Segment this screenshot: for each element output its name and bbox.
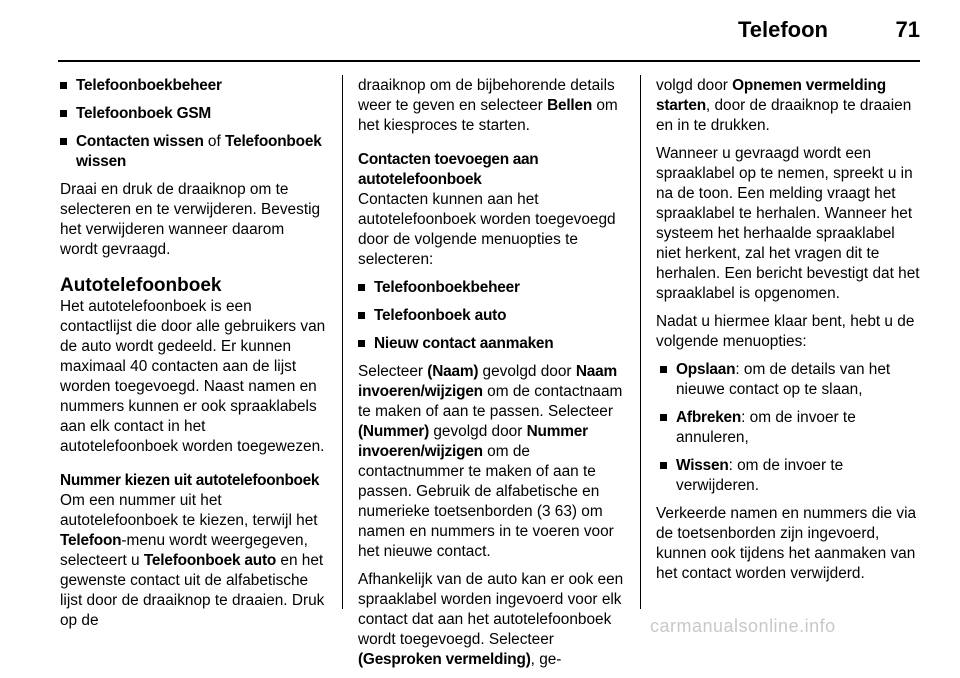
list-item: Afbreken: om de invoer te annuleren, (660, 408, 922, 448)
bullet-icon (60, 82, 67, 89)
bullet-icon (358, 340, 365, 347)
paragraph: Afhankelijk van de auto kan er ook een spraaklabel worden ingevoerd voor elk contact dat aan het autotelefoonboek wordt toegevoegd. Selecteer (Gesproken vermelding), ge- (358, 571, 624, 668)
bullet-icon (60, 110, 67, 117)
column-divider-1 (342, 75, 343, 609)
paragraph: Draai en druk de draaiknop om te selecteren en te verwijderen. Bevestig het verwijderen wanneer daarom wordt gevraagd. (60, 181, 321, 258)
paragraph: Contacten kunnen aan het autotelefoonboek worden toegevoegd door de volgende menuopties te selecteren: (358, 191, 616, 268)
menu-option: Telefoonboek GSM (76, 105, 212, 122)
menu-option: Contacten wissen (76, 133, 204, 150)
page-number: 71 (895, 17, 920, 42)
list-item: Opslaan: om de details van het nieuwe contact op te slaan, (660, 360, 922, 400)
list-item (358, 278, 624, 298)
menu-option: Telefoonboekbeheer (374, 279, 520, 296)
paragraph: draaiknop om de bijbehorende details weer te geven en selecteer Bellen om het kiesproces te starten. (358, 77, 618, 134)
page-header (0, 0, 960, 60)
column-1 (60, 76, 326, 639)
subheading: Nummer kiezen uit autotelefoonboek (60, 472, 320, 489)
bullet-icon (660, 414, 667, 421)
menu-option: Telefoonboek auto (374, 307, 507, 324)
paragraph: Nadat u hiermee klaar bent, hebt u de volgende menuopties: (656, 313, 915, 350)
paragraph: Om een nummer uit het autotelefoonboek te kiezen, terwijl het Telefoon-menu wordt weergegeven, selecteert u Telefoonboek auto en het gewenste contact uit de alfabetische lijst door de draaiknop te draaien. Druk op de (60, 492, 325, 629)
list-item (60, 132, 326, 172)
menu-option: Telefoonboek wissen (76, 133, 322, 170)
list-item (60, 76, 326, 96)
column-3 (656, 76, 922, 592)
section-heading: Autotelefoonboek (60, 275, 222, 296)
header-rule (58, 60, 920, 62)
subheading: Contacten toevoegen aan autotelefoonboek (358, 151, 539, 188)
page-reference-arrow: 3 (541, 503, 551, 520)
column-2 (358, 76, 624, 678)
list-item (358, 334, 624, 354)
menu-option: Nieuw contact aanmaken (374, 335, 554, 352)
list-item (358, 306, 624, 326)
list-item (60, 104, 326, 124)
list-item: Wissen: om de invoer te verwijderen. (660, 456, 922, 496)
paragraph: Selecteer (Naam) gevolgd door Naam invoeren/wijzigen om de contactnaam te maken of aan te passen. Selecteer (Nummer) gevolgd door Nummer invoeren/wijzigen om de contactnummer te maken of aan te passen. Gebruik de alfabetische en numerieke toetsenborden (3 63) om namen en nummers in te voeren voor het nieuwe contact. (358, 363, 623, 560)
column-divider-2 (640, 75, 641, 609)
connector-text: of (203, 133, 226, 150)
paragraph: Het autotelefoonboek is een contactlijst die door alle gebruikers van de auto wordt gedeeld. Er kunnen maximaal 40 contacten aan de lijst worden toegevoegd. Naast namen en nummers kunnen er ook spraaklabels aan elk contact in het autotelefoonboek worden toegewezen. (60, 298, 326, 455)
paragraph: volgd door Opnemen vermelding starten, door de draaiknop te draaien en in te drukken. (656, 77, 912, 134)
menu-option: Telefoonboekbeheer (76, 77, 222, 94)
paragraph: Wanneer u gevraagd wordt een spraaklabel op te nemen, spreekt u in na de toon. Een melding vraagt het spraaklabel te herhalen. Wanneer het systeem het herhaalde spraaklabel niet herkent, zal het vragen dit te herhalen. Een bericht bevestigt dat het spraaklabel is opgenomen. (656, 145, 920, 302)
paragraph: Verkeerde namen en nummers die via de toetsenborden zijn ingevoerd, kunnen ook tijdens het aanmaken van het contact worden verwijderd. (656, 505, 917, 582)
bullet-icon (660, 366, 667, 373)
bullet-icon (358, 284, 365, 291)
watermark: carmanualsonline.info (650, 616, 836, 636)
bullet-icon (358, 312, 365, 319)
page-title: Telefoon (737, 17, 828, 42)
bullet-icon (660, 462, 667, 469)
bullet-icon (60, 138, 67, 145)
